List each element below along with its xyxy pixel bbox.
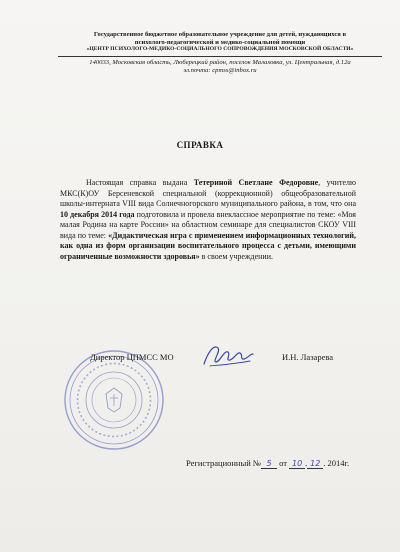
signatory-position: Директор ЦПМСС МО (90, 352, 174, 362)
body-text-1: Настоящая справка выдана (86, 178, 194, 187)
event-date: 10 декабря 2014 года (60, 209, 135, 219)
body-paragraph (60, 178, 356, 262)
recipient-name: Тетериной Светлане Федоровне (193, 178, 319, 187)
registration-from: от (279, 458, 287, 468)
document-title: СПРАВКА (176, 140, 224, 150)
letterhead-line-1: Государственное бюджетное образовательное учреждение для детей, нуждающихся в (93, 31, 347, 38)
letterhead-email-line: эл.почта: cpmss@inbox.ru (183, 66, 257, 74)
registration-day: 10 (289, 459, 305, 469)
letterhead-address (62, 59, 378, 74)
registration-line: Регистрационный № 5 от 10 . 12 . 2014г. (186, 458, 350, 468)
body-text-2: , учителю МКС(К)ОУ Берсеневской специальной (коррекционной) общеобразовательной школы-интерната VIII вида Солнечногорского муниципального района, в том, что она (60, 178, 356, 208)
letterhead-rule (58, 56, 382, 57)
registration-month: 12 (307, 459, 323, 469)
body-text-3: подготовила и провела внеклассное мероприятие по теме: «Моя малая Родина на карте России» на областном семинаре для специалистов СКОУ VIII вида по теме: (60, 209, 356, 240)
letterhead-address-line: 140033, Московская область, Люберецкий район, поселок Малаховка, ул. Центральная, д.12а (89, 59, 351, 66)
signatory-name: И.Н. Лазарева (282, 352, 334, 362)
letterhead (62, 31, 378, 54)
body-text-4: в своем учреждении. (199, 251, 273, 261)
document-body (60, 178, 356, 262)
registration-year: 2014г. (327, 458, 350, 468)
handwritten-signature-icon (198, 338, 258, 372)
letterhead-line-3: «ЦЕНТР ПСИХОЛОГО-МЕДИКО-СОЦИАЛЬНОГО СОПРОВОЖДЕНИЯ МОСКОВСКОЙ ОБЛАСТИ» (86, 46, 354, 53)
seminar-topic: «Дидактическая игра с применением информационных технологий, как одна из форм организации воспитательного процесса с детьми, имеющими ограниченные возможности здоровья» (60, 230, 356, 261)
registration-number: 5 (261, 459, 277, 469)
letterhead-line-2: психолого-педагогической и медико-социальной помощи (134, 38, 306, 46)
registration-label: Регистрационный № (186, 458, 261, 468)
